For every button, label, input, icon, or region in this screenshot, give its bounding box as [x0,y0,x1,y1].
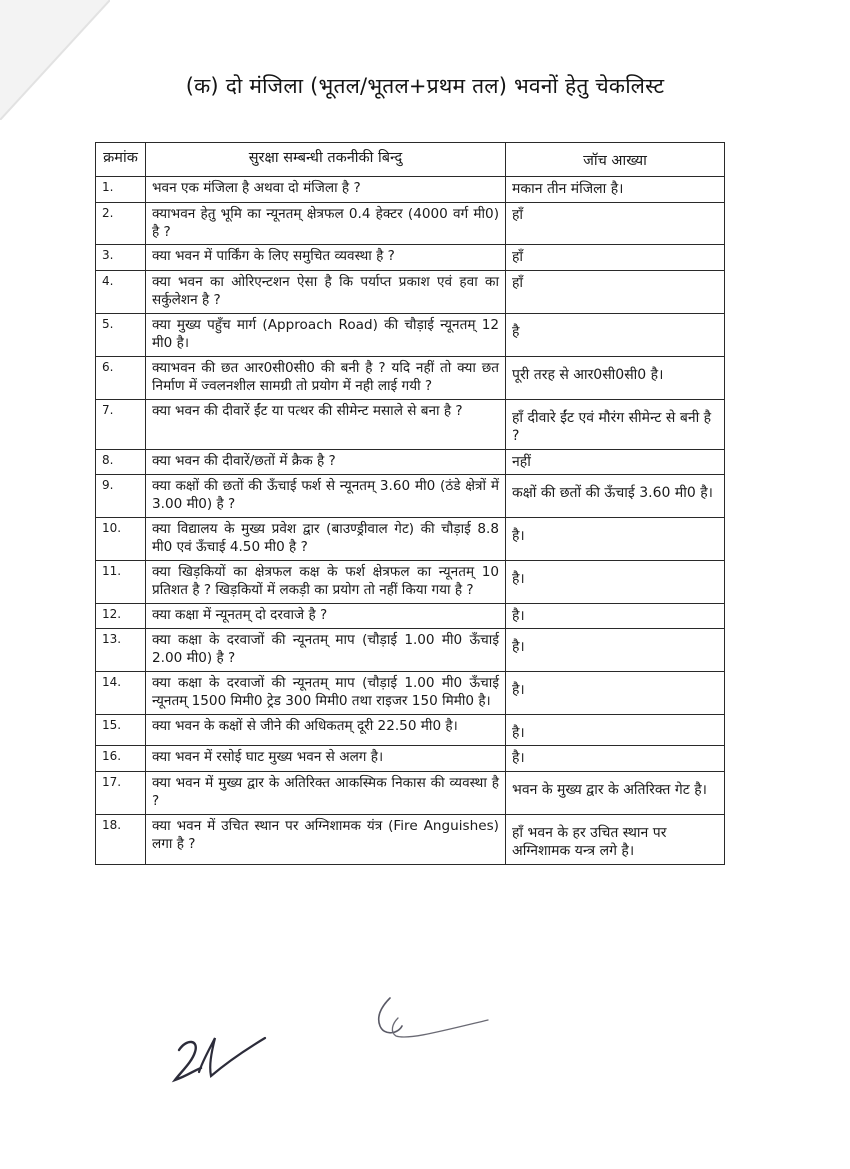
row-answer: कक्षों की छतों की ऊँचाई 3.60 मी0 है। [506,474,725,517]
row-serial: 11. [96,560,146,603]
header-inspection-report: जॉच आख्या [506,143,725,177]
row-question: क्या भवन में पार्किंग के लिए समुचित व्यवस्था है ? [146,245,506,270]
row-serial: 16. [96,746,146,771]
table-row [96,603,725,628]
table-header-row [96,143,725,177]
row-answer: है। [506,517,725,560]
row-question: क्या भवन में रसोई घाट मुख्य भवन से अलग है। [146,746,506,771]
row-question: क्या भवन की दीवारें ईंट या पत्थर की सीमेन्ट मसाले से बना है ? [146,399,506,449]
table-row [96,814,725,864]
page-title: (क) दो मंजिला (भूतल/भूतल+प्रथम तल) भवनों हेतु चेकलिस्ट [185,74,665,98]
signature-left [165,1020,285,1090]
row-answer: है। [506,603,725,628]
row-serial: 10. [96,517,146,560]
table-row [96,560,725,603]
row-serial: 7. [96,399,146,449]
row-question: क्या कक्षों की छतों की ऊँचाई फर्श से न्यूनतम् 3.60 मी0 (ठंडे क्षेत्रों में 3.00 मी0) है ? [146,474,506,517]
row-question: क्या भवन में उचित स्थान पर अग्निशामक यंत्र (Fire Anguishes) लगा है ? [146,814,506,864]
header-safety-point: सुरक्षा सम्बन्धी तकनीकी बिन्दु [146,143,506,177]
row-question: क्या भवन का ओरिएन्टशन ऐसा है कि पर्याप्त प्रकाश एवं हवा का सर्कुलेशन है ? [146,270,506,313]
row-answer: है। [506,714,725,745]
row-answer: भवन के मुख्य द्वार के अतिरिक्त गेट है। [506,771,725,814]
table-row [96,629,725,672]
row-answer: है। [506,629,725,672]
folded-corner-shadow [0,0,110,120]
table-row [96,746,725,771]
row-serial: 17. [96,771,146,814]
table-row [96,714,725,745]
row-answer: हाँ दीवारे ईंट एवं मौरंग सीमेन्ट से बनी है ? [506,399,725,449]
row-answer: हाँ [506,270,725,313]
table-row [96,245,725,270]
row-answer: मकान तीन मंजिला है। [506,177,725,202]
table-row [96,771,725,814]
row-answer: हाँ [506,202,725,245]
header-serial: क्रमांक [96,143,146,177]
row-serial: 2. [96,202,146,245]
row-answer: है। [506,671,725,714]
row-question: क्या भवन की दीवारें/छतों में क्रैक है ? [146,449,506,474]
row-serial: 5. [96,313,146,356]
row-serial: 1. [96,177,146,202]
row-question: क्या विद्यालय के मुख्य प्रवेश द्वार (बाउण्ड्रीवाल गेट) की चौड़ाई 8.8 मी0 एवं ऊँचाई 4.50 मी0 है ? [146,517,506,560]
table-row [96,356,725,399]
table-row [96,270,725,313]
table-row [96,671,725,714]
row-question: क्या कक्षा के दरवाजों की न्यूनतम् माप (चौड़ाई 1.00 मी0 ऊँचाई 2.00 मी0) है ? [146,629,506,672]
row-serial: 9. [96,474,146,517]
row-question: क्या कक्षा में न्यूनतम् दो दरवाजे है ? [146,603,506,628]
row-question: क्या भवन के कक्षों से जीने की अधिकतम् दूरी 22.50 मी0 है। [146,714,506,745]
row-answer: है। [506,746,725,771]
row-serial: 18. [96,814,146,864]
row-serial: 4. [96,270,146,313]
row-serial: 6. [96,356,146,399]
row-answer: पूरी तरह से आर0सी0सी0 है। [506,356,725,399]
signature-center [368,990,508,1050]
table-row [96,449,725,474]
table-row [96,313,725,356]
row-serial: 13. [96,629,146,672]
row-answer: है [506,313,725,356]
row-question: क्या खिड़कियों का क्षेत्रफल कक्ष के फर्श क्षेत्रफल का न्यूनतम् 10 प्रतिशत है ? खिड़कियों में लकड़ी का प्रयोग तो नहीं किया गया है ? [146,560,506,603]
table-row [96,399,725,449]
row-question: क्याभवन हेतु भूमि का न्यूनतम् क्षेत्रफल 0.4 हेक्टर (4000 वर्ग मी0) है ? [146,202,506,245]
row-serial: 14. [96,671,146,714]
row-answer: हाँ भवन के हर उचित स्थान पर अग्निशामक यन्त्र लगे है। [506,814,725,864]
row-answer: हाँ [506,245,725,270]
table-row [96,517,725,560]
row-serial: 12. [96,603,146,628]
checklist-table [95,142,725,865]
row-serial: 15. [96,714,146,745]
row-question: क्या मुख्य पहुँच मार्ग (Approach Road) की चौड़ाई न्यूनतम् 12 मी0 है। [146,313,506,356]
row-answer: है। [506,560,725,603]
row-question: क्या भवन में मुख्य द्वार के अतिरिक्त आकस्मिक निकास की व्यवस्था है ? [146,771,506,814]
table-row [96,202,725,245]
row-question: क्याभवन की छत आर0सी0सी0 की बनी है ? यदि नहीं तो क्या छत निर्माण में ज्वलनशील सामग्री तो प्रयोग में नही लाई गयी ? [146,356,506,399]
table-row [96,474,725,517]
row-question: भवन एक मंजिला है अथवा दो मंजिला है ? [146,177,506,202]
row-serial: 8. [96,449,146,474]
table-row [96,177,725,202]
row-question: क्या कक्षा के दरवाजों की न्यूनतम् माप (चौड़ाई 1.00 मी0 ऊँचाई न्यूनतम् 1500 मिमी0 ट्रेड 300 मिमी0 तथा राइजर 150 मिमी0 है। [146,671,506,714]
row-serial: 3. [96,245,146,270]
row-answer: नहीं [506,449,725,474]
